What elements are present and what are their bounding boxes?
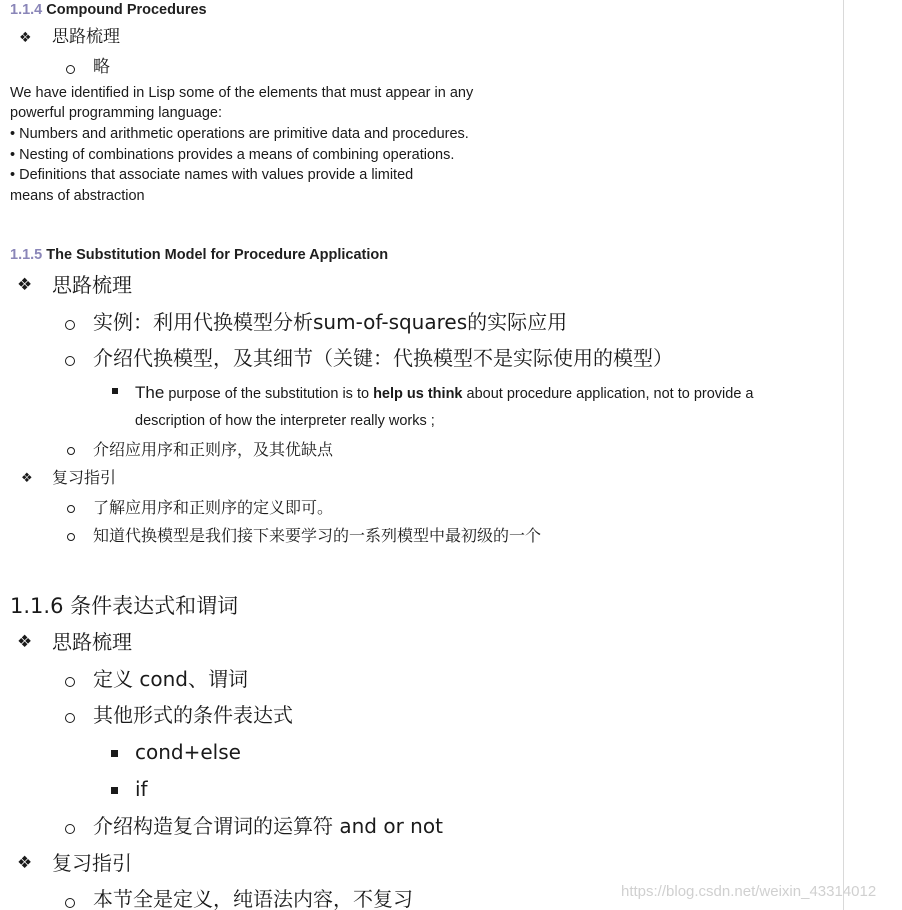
sub-item [135,384,754,402]
circle-bullet-icon [67,533,75,541]
diamond-bullet-icon: ❖ [17,632,33,652]
circle-bullet-icon [65,356,75,366]
outline-item: 定义 cond、谓词 [93,667,248,691]
circle-bullet-icon [65,898,75,908]
outline-item: 略 [93,57,110,77]
circle-bullet-icon [67,505,75,513]
paragraph-line: means of abstraction [10,188,145,204]
diamond-bullet-icon: ❖ [17,275,33,295]
outline-label: 思路梳理 [52,630,132,654]
section-title: Compound Procedures [46,2,207,18]
outline-label: 思路梳理 [52,27,120,47]
page-edge-divider [843,0,844,910]
diamond-bullet-icon: ❖ [17,853,33,873]
section-heading-1-1-4 [10,3,207,18]
circle-bullet-icon [65,713,75,723]
outline-item: 实例：利用代换模型分析sum-of-squares的实际应用 [93,310,568,334]
sub-item-line2: description of how the interpreter really works ; [135,413,435,429]
review-label: 复习指引 [52,468,117,487]
square-bullet-icon [111,787,118,794]
circle-bullet-icon [65,320,75,330]
review-label: 复习指引 [52,851,132,875]
section-number: 1.1.4 [10,2,43,18]
outline-item: 介绍应用序和正则序，及其优缺点 [93,440,334,459]
paragraph-line: • Numbers and arithmetic operations are primitive data and procedures. [10,126,469,142]
sub-item: if [135,777,148,801]
section-heading-1-1-6: 1.1.6 条件表达式和谓词 [10,594,239,618]
sub-item-text: purpose of the substitution is to [164,386,374,402]
circle-bullet-icon [66,65,75,74]
paragraph-line: • Nesting of combinations provides a means of combining operations. [10,147,455,163]
square-bullet-icon [111,750,118,757]
diamond-bullet-icon: ❖ [21,471,33,486]
circle-bullet-icon [65,677,75,687]
diamond-bullet-icon: ❖ [19,30,32,46]
paragraph-line: powerful programming language: [10,105,222,121]
sub-item-lead: The [135,383,165,402]
outline-label: 思路梳理 [52,273,132,297]
outline-item: 介绍代换模型，及其细节（关键：代换模型不是实际使用的模型） [93,346,673,370]
watermark-text: https://blog.csdn.net/weixin_43314012 [621,883,877,900]
outline-item: 介绍构造复合谓词的运算符 and or not [93,814,443,838]
review-item: 知道代换模型是我们接下来要学习的一系列模型中最初级的一个 [93,526,542,545]
paragraph-line: • Definitions that associate names with values provide a limited [10,167,414,183]
sub-item: cond+else [135,740,241,764]
paragraph-line: We have identified in Lisp some of the elements that must appear in any [10,85,474,101]
outline-item: 其他形式的条件表达式 [93,703,293,727]
circle-bullet-icon [67,447,75,455]
square-bullet-icon [112,388,118,394]
sub-item-bold: help us think [373,386,463,402]
review-item: 本节全是定义，纯语法内容，不复习 [93,887,413,910]
section-number: 1.1.5 [10,247,43,263]
circle-bullet-icon [65,824,75,834]
sub-item-text: about procedure application, not to provide a [462,386,754,402]
section-heading-1-1-5 [10,248,388,263]
review-item: 了解应用序和正则序的定义即可。 [93,498,334,517]
section-title: The Substitution Model for Procedure Application [46,247,389,263]
